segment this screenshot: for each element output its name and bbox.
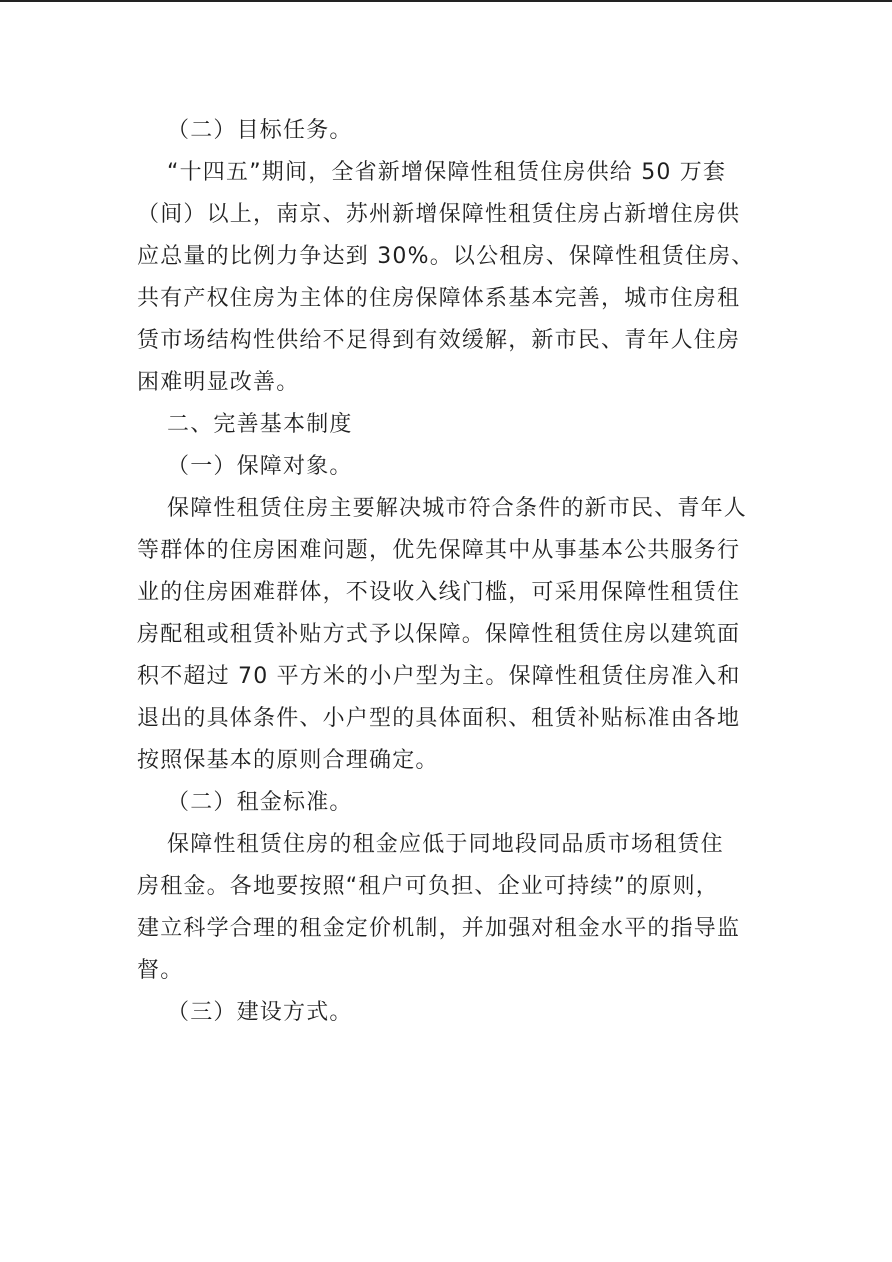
paragraph-line: 保障性租赁住房的租金应低于同地段同品质市场租赁住: [167, 832, 724, 857]
paragraph-line: 房配租或租赁补贴方式予以保障。保障性租赁住房以建筑面: [137, 622, 741, 647]
paragraph-line: 按照保基本的原则合理确定。: [137, 748, 439, 773]
paragraph-line: 房租金。各地要按照“租户可负担、企业可持续”的原则，: [137, 874, 719, 899]
paragraph-line: 退出的具体条件、小户型的具体面积、租赁补贴标准由各地: [137, 706, 741, 731]
paragraph-line: 困难明显改善。: [137, 370, 300, 395]
section-heading-rent: （二）租金标准。: [167, 790, 353, 815]
section-heading-targets: （二）目标任务。: [167, 118, 353, 143]
paragraph-line: “十四五”期间，全省新增保障性租赁住房供给 50 万套: [167, 160, 727, 185]
paragraph-line: 应总量的比例力争达到 30%。以公租房、保障性租赁住房、: [137, 244, 755, 269]
paragraph-line: （间）以上，南京、苏州新增保障性租赁住房占新增住房供: [137, 202, 741, 227]
paragraph-line: 业的住房困难群体，不设收入线门槛，可采用保障性租赁住: [137, 580, 741, 605]
paragraph-line: 积不超过 70 平方米的小户型为主。保障性租赁住房准入和: [137, 664, 741, 689]
document-body: [137, 110, 759, 1034]
paragraph-line: 保障性租赁住房主要解决城市符合条件的新市民、青年人: [167, 496, 748, 521]
section-heading-construction: （三）建设方式。: [167, 1000, 353, 1025]
chapter-heading: 二、完善基本制度: [167, 412, 353, 437]
section-heading-coverage: （一）保障对象。: [167, 454, 353, 479]
paragraph-line: 等群体的住房困难问题，优先保障其中从事基本公共服务行: [137, 538, 741, 563]
paragraph-line: 共有产权住房为主体的住房保障体系基本完善，城市住房租: [137, 286, 741, 311]
paragraph-line: 建立科学合理的租金定价机制，并加强对租金水平的指导监: [137, 916, 741, 941]
paragraph-line: 督。: [137, 958, 184, 983]
paragraph-line: 赁市场结构性供给不足得到有效缓解，新市民、青年人住房: [137, 328, 741, 353]
